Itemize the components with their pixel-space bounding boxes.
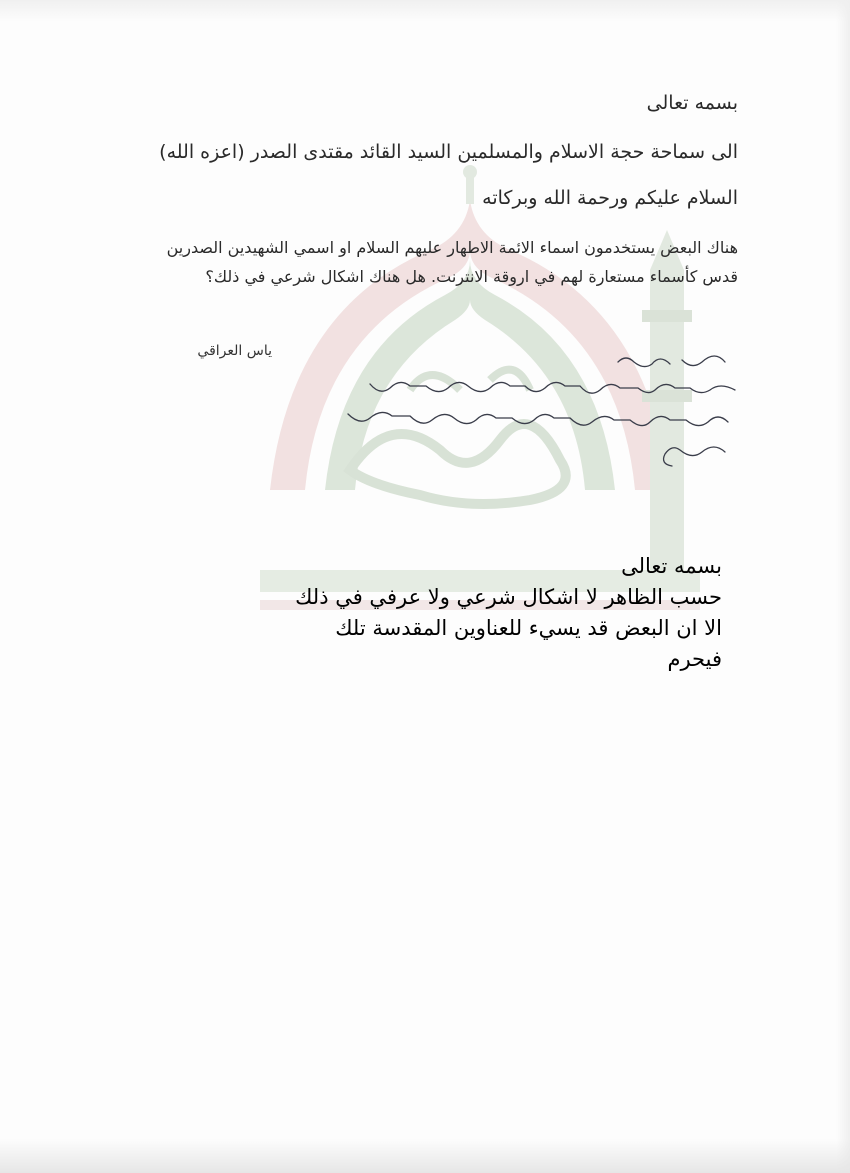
typed-answer [162, 551, 722, 675]
answer-line-ruling: حسب الظاهر لا اشكال شرعي ولا عرفي في ذلك [295, 585, 722, 609]
answer-line-exception: الا ان البعض قد يسيء للعناوين المقدسة تلك [335, 616, 722, 640]
letter-greeting: السلام عليكم ورحمة الله وبركاته [482, 187, 738, 209]
scan-shadow-bottom [0, 1139, 850, 1173]
answer-line-basmala: بسمه تعالى [621, 554, 722, 578]
handwritten-reply-signature [330, 340, 740, 480]
scan-shadow-right [836, 0, 850, 1173]
letter-sender-name: ياس العراقي [197, 343, 272, 359]
letter-question: هناك البعض يستخدمون اسماء الائمة الاطهار عليهم السلام او اسمي الشهيدين الصدرين قدس كأسماء مستعارة لهم في اروقة الانترنت. هل هناك اشكال شرعي في ذلك؟ [166, 238, 738, 286]
scan-shadow-top [0, 0, 850, 22]
letter-addressee: الى سماحة حجة الاسلام والمسلمين السيد القائد مقتدى الصدر (اعزه الله) [159, 141, 738, 163]
answer-line-conclusion: فيحرم [667, 647, 722, 671]
letter-basmala: بسمه تعالى [646, 92, 738, 114]
